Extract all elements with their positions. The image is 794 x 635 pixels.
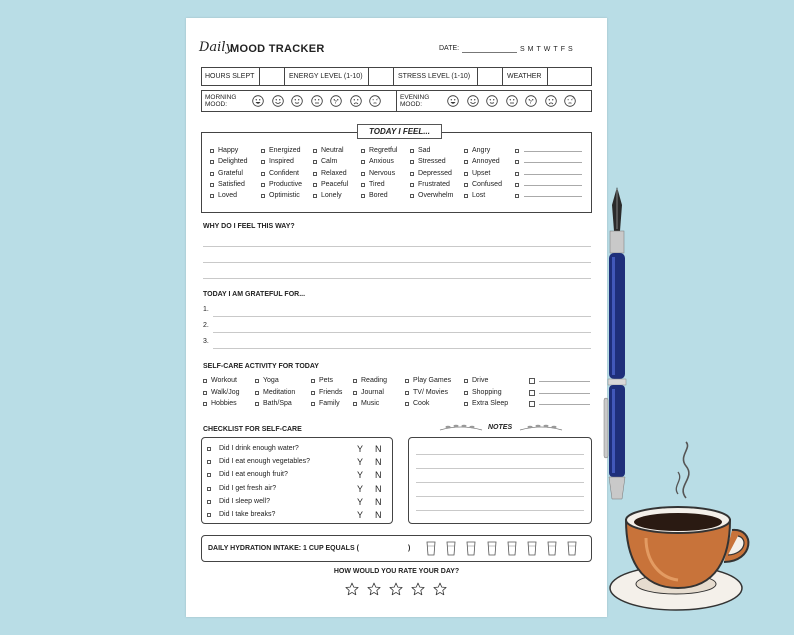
water-glass-icon[interactable] — [466, 541, 476, 556]
feel-word: Neutral — [321, 147, 344, 154]
feel-checkbox[interactable] — [261, 183, 265, 187]
sad-face-icon[interactable] — [350, 95, 362, 107]
weather-field[interactable] — [549, 68, 592, 85]
feel-word: Delighted — [218, 158, 248, 166]
why-line[interactable] — [203, 246, 591, 247]
selfcare-activity: Friends — [319, 388, 343, 396]
yes-option[interactable]: Y — [357, 496, 364, 507]
energy-label: ENERGY LEVEL (1-10) — [289, 73, 363, 80]
feel-checkbox[interactable] — [361, 149, 365, 153]
selfcare-checkbox[interactable] — [353, 391, 357, 395]
feel-checkbox[interactable] — [313, 149, 317, 153]
feel-checkbox[interactable] — [464, 194, 468, 198]
energy-field[interactable] — [369, 68, 394, 85]
selfcare-custom-checkbox[interactable] — [529, 401, 535, 407]
no-option[interactable]: N — [375, 470, 382, 481]
confused-face-icon[interactable] — [330, 95, 342, 107]
no-option[interactable]: N — [375, 510, 382, 520]
grateful-num-2: 2. — [203, 322, 209, 329]
selfcare-activity: Bath/Spa — [263, 400, 292, 407]
date-label: DATE: — [439, 45, 460, 52]
day-sun[interactable]: S — [520, 46, 528, 53]
weather-label: WEATHER — [507, 73, 542, 80]
feel-word: Depressed — [418, 169, 452, 177]
hydration-label: DAILY HYDRATION INTAKE: 1 CUP EQUALS ( — [208, 545, 359, 552]
water-glass-icon[interactable] — [426, 541, 436, 556]
why-line[interactable] — [203, 262, 591, 263]
feel-word: Upset — [472, 169, 491, 177]
feel-word: Optimistic — [269, 192, 300, 200]
star-icon[interactable] — [411, 582, 425, 596]
feel-custom-checkbox[interactable] — [515, 149, 519, 153]
happy-face-icon[interactable] — [467, 95, 479, 107]
no-option[interactable]: N — [375, 483, 382, 494]
hydration-close: ) — [408, 545, 411, 552]
checklist-checkbox[interactable] — [207, 447, 211, 451]
selfcare-checkbox[interactable] — [464, 391, 468, 395]
star-icon[interactable] — [389, 582, 403, 596]
selfcare-checkbox[interactable] — [353, 402, 357, 406]
feel-checkbox[interactable] — [410, 149, 414, 153]
feel-word: Tired — [369, 180, 385, 188]
checklist-question: Did I sleep well? — [219, 497, 270, 505]
selfcare-custom-line[interactable] — [539, 404, 590, 405]
checklist-question: Did I get fresh air? — [219, 484, 277, 492]
day-wed[interactable]: W — [543, 46, 554, 53]
selfcare-checkbox[interactable] — [255, 379, 259, 383]
feel-word: Anxious — [369, 158, 394, 166]
notes-title: NOTES — [488, 424, 513, 431]
selfcare-checkbox[interactable] — [255, 391, 259, 395]
feel-custom-checkbox[interactable] — [515, 183, 519, 187]
feel-word: Sad — [418, 147, 431, 154]
feel-checkbox[interactable] — [261, 194, 265, 198]
feel-word: Grateful — [218, 169, 243, 177]
feel-word: Confused — [472, 180, 502, 188]
selfcare-custom-line[interactable] — [539, 381, 590, 382]
feel-checkbox[interactable] — [361, 160, 365, 164]
selfcare-activity: Walk/Jog — [211, 388, 240, 396]
day-tue[interactable]: T — [536, 46, 544, 53]
checklist-checkbox[interactable] — [207, 473, 211, 477]
selfcare-title: SELF-CARE ACTIVITY FOR TODAY — [203, 363, 319, 370]
no-option[interactable]: N — [375, 496, 382, 507]
selfcare-checkbox[interactable] — [405, 391, 409, 395]
grateful-title: TODAY I AM GRATEFUL FOR... — [203, 291, 306, 298]
feel-checkbox[interactable] — [410, 172, 414, 176]
confused-face-icon[interactable] — [525, 95, 537, 107]
feel-word: Angry — [472, 147, 491, 154]
feel-checkbox[interactable] — [313, 194, 317, 198]
feel-checkbox[interactable] — [210, 183, 214, 187]
selfcare-checkbox[interactable] — [311, 391, 315, 395]
feel-checkbox[interactable] — [313, 160, 317, 164]
hours-slept-field[interactable] — [260, 68, 285, 85]
feel-checkbox[interactable] — [313, 172, 317, 176]
yes-option[interactable]: Y — [357, 510, 364, 520]
feel-word: Annoyed — [472, 158, 500, 166]
selfcare-activity: TV/ Movies — [413, 388, 449, 396]
page-title: MOOD TRACKER — [230, 43, 325, 55]
feel-checkbox[interactable] — [361, 172, 365, 176]
feel-custom-line[interactable] — [524, 185, 582, 186]
selfcare-activity: Shopping — [472, 388, 502, 396]
hydration-box — [201, 535, 592, 562]
checklist-checkbox[interactable] — [207, 460, 211, 464]
feel-checkbox[interactable] — [464, 160, 468, 164]
very-happy-face-icon[interactable] — [252, 95, 264, 107]
content-face-icon[interactable] — [486, 95, 498, 107]
feel-word: Bored — [369, 192, 388, 200]
feel-custom-line[interactable] — [524, 196, 582, 197]
feel-word: Inspired — [269, 158, 294, 166]
feel-title: TODAY I FEEL... — [357, 124, 442, 139]
mood-row — [201, 90, 592, 112]
checklist-question: Did I eat enough vegetables? — [219, 458, 311, 466]
sad-face-icon[interactable] — [545, 95, 557, 107]
feel-word: Stressed — [418, 158, 446, 166]
feel-custom-checkbox[interactable] — [515, 172, 519, 176]
feel-word: Regretful — [369, 147, 398, 154]
star-icon[interactable] — [367, 582, 381, 596]
happy-face-icon[interactable] — [272, 95, 284, 107]
yes-option[interactable]: Y — [357, 444, 364, 454]
feel-checkbox[interactable] — [210, 194, 214, 198]
weekdays[interactable] — [520, 46, 576, 53]
day-sat[interactable]: S — [567, 46, 576, 53]
feel-word: Loved — [218, 192, 238, 200]
feel-checkbox[interactable] — [361, 194, 365, 198]
day-fri[interactable]: F — [560, 46, 568, 53]
sleepy-face-icon[interactable] — [369, 95, 381, 107]
feel-box — [201, 132, 592, 213]
feel-checkbox[interactable] — [464, 172, 468, 176]
grateful-line[interactable] — [213, 316, 591, 317]
day-thu[interactable]: T — [553, 46, 561, 53]
stress-field[interactable] — [478, 68, 503, 85]
selfcare-checkbox[interactable] — [353, 379, 357, 383]
grateful-line[interactable] — [213, 332, 591, 333]
feel-checkbox[interactable] — [464, 183, 468, 187]
feel-checkbox[interactable] — [410, 183, 414, 187]
feel-checkbox[interactable] — [410, 160, 414, 164]
feel-custom-checkbox[interactable] — [515, 160, 519, 164]
selfcare-activity: Workout — [211, 377, 237, 384]
very-happy-face-icon[interactable] — [447, 95, 459, 107]
feel-checkbox[interactable] — [361, 183, 365, 187]
selfcare-checkbox[interactable] — [203, 379, 207, 383]
date-line[interactable] — [462, 52, 517, 53]
grateful-num-3: 3. — [203, 338, 209, 345]
water-glass-icon[interactable] — [547, 541, 557, 556]
star-icon[interactable] — [433, 582, 447, 596]
feel-word: Energized — [269, 147, 301, 154]
selfcare-activity: Music — [361, 400, 380, 407]
evening-mood-label: EVENING MOOD: — [400, 94, 430, 108]
grateful-line[interactable] — [213, 348, 591, 349]
why-title: WHY DO I FEEL THIS WAY? — [203, 223, 295, 230]
selfcare-activity: Family — [319, 400, 340, 407]
feel-custom-line[interactable] — [524, 151, 582, 152]
feel-word: Happy — [218, 147, 239, 154]
neutral-face-icon[interactable] — [311, 95, 323, 107]
selfcare-checkbox[interactable] — [464, 402, 468, 406]
feel-checkbox[interactable] — [261, 160, 265, 164]
svg-text:?: ? — [334, 100, 337, 106]
selfcare-custom-checkbox[interactable] — [529, 378, 535, 384]
selfcare-activity: Hobbies — [211, 400, 237, 407]
notes-box[interactable] — [408, 437, 592, 524]
selfcare-activity: Cook — [413, 400, 430, 407]
selfcare-activity: Meditation — [263, 388, 296, 396]
selfcare-activity: Pets — [319, 377, 334, 384]
feel-word: Overwhelm — [418, 192, 454, 200]
water-glass-icon[interactable] — [567, 541, 577, 556]
feel-checkbox[interactable] — [464, 149, 468, 153]
feel-checkbox[interactable] — [210, 172, 214, 176]
feel-checkbox[interactable] — [410, 194, 414, 198]
stats-row — [201, 67, 592, 86]
stress-label: STRESS LEVEL (1-10) — [398, 73, 471, 80]
water-glass-icon[interactable] — [487, 541, 497, 556]
water-glass-icon[interactable] — [446, 541, 456, 556]
selfcare-checkbox[interactable] — [203, 402, 207, 406]
selfcare-checkbox[interactable] — [311, 379, 315, 383]
feel-word: Nervous — [369, 169, 396, 177]
checklist-checkbox[interactable] — [207, 487, 211, 491]
yes-option[interactable]: Y — [357, 470, 364, 481]
svg-text:?: ? — [529, 100, 532, 106]
feel-word: Lost — [472, 192, 486, 200]
mood-tracker-sheet — [186, 18, 607, 617]
selfcare-checkbox[interactable] — [203, 391, 207, 395]
feel-word: Lonely — [321, 192, 342, 200]
checklist-checkbox[interactable] — [207, 513, 211, 517]
svg-text:z: z — [377, 95, 380, 100]
feel-checkbox[interactable] — [261, 172, 265, 176]
feel-word: Peaceful — [321, 180, 349, 188]
star-icon[interactable] — [345, 582, 359, 596]
no-option[interactable]: N — [375, 457, 382, 468]
why-line[interactable] — [203, 278, 591, 279]
feel-checkbox[interactable] — [210, 149, 214, 153]
selfcare-checkbox[interactable] — [255, 402, 259, 406]
selfcare-activity: Play Games — [413, 377, 452, 384]
selfcare-custom-checkbox[interactable] — [529, 390, 535, 396]
selfcare-activity: Extra Sleep — [472, 400, 509, 407]
hours-slept-label: HOURS SLEPT — [205, 73, 255, 80]
neutral-face-icon[interactable] — [506, 95, 518, 107]
feel-word: Satisfied — [218, 180, 245, 188]
no-option[interactable]: N — [375, 444, 382, 454]
sleepy-face-icon[interactable] — [564, 95, 576, 107]
checklist-question: Did I take breaks? — [219, 511, 276, 518]
checklist-question: Did I eat enough fruit? — [219, 471, 288, 479]
rating-title: HOW WOULD YOU RATE YOUR DAY? — [333, 568, 460, 575]
feel-custom-line[interactable] — [524, 162, 582, 163]
feel-word: Calm — [321, 158, 338, 166]
content-face-icon[interactable] — [291, 95, 303, 107]
yes-option[interactable]: Y — [357, 483, 364, 494]
checklist-box — [201, 437, 393, 524]
checklist-title: CHECKLIST FOR SELF-CARE — [203, 426, 302, 433]
selfcare-activity: Reading — [361, 377, 388, 384]
feel-word: Confident — [269, 169, 299, 177]
yes-option[interactable]: Y — [357, 457, 364, 468]
checklist-question: Did I drink enough water? — [219, 445, 299, 452]
selfcare-checkbox[interactable] — [464, 379, 468, 383]
selfcare-custom-line[interactable] — [539, 393, 590, 394]
morning-mood-label: MORNING MOOD: — [205, 94, 237, 108]
feel-checkbox[interactable] — [210, 160, 214, 164]
feel-word: Relaxed — [321, 169, 347, 177]
feel-checkbox[interactable] — [313, 183, 317, 187]
selfcare-activity: Journal — [361, 388, 384, 396]
selfcare-activity: Drive — [472, 377, 489, 384]
feel-word: Productive — [269, 180, 303, 188]
selfcare-checkbox[interactable] — [405, 402, 409, 406]
feel-custom-line[interactable] — [524, 174, 582, 175]
feel-custom-checkbox[interactable] — [515, 194, 519, 198]
feel-word: Frustrated — [418, 180, 450, 188]
day-mon[interactable]: M — [527, 46, 537, 53]
title-script: Daily — [199, 40, 233, 55]
feel-checkbox[interactable] — [261, 149, 265, 153]
water-glass-icon[interactable] — [507, 541, 517, 556]
selfcare-activity: Yoga — [263, 377, 279, 384]
selfcare-checkbox[interactable] — [311, 402, 315, 406]
checklist-checkbox[interactable] — [207, 500, 211, 504]
selfcare-checkbox[interactable] — [405, 379, 409, 383]
coffee-cup-icon — [606, 438, 756, 618]
grateful-num-1: 1. — [203, 306, 209, 313]
water-glass-icon[interactable] — [527, 541, 537, 556]
svg-text:z: z — [572, 95, 575, 100]
